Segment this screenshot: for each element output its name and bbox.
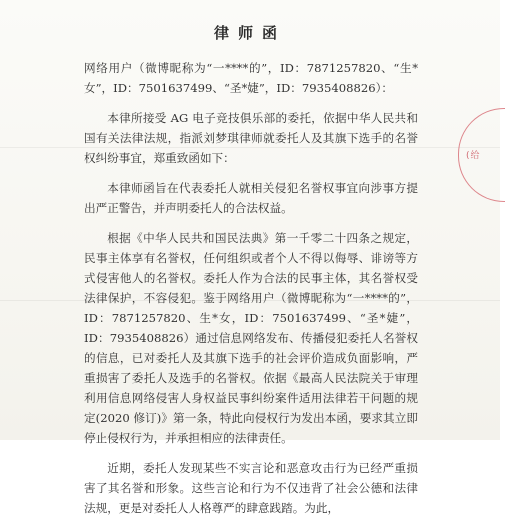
intro-paragraph: 本律所接受 AG 电子竞技俱乐部的委托，依据中华人民共和国有关法律法规，指派刘梦琪律师就委托人及其旗下选手的名誉权纠纷事宜，郑重致函如下： xyxy=(84,111,418,165)
purpose-paragraph: 本律师函旨在代表委托人就相关侵犯名誉权事宜向涉事方提出严正警告，并声明委托人的合法权益。 xyxy=(84,181,418,215)
legal-basis-paragraph: 根据《中华人民共和国民法典》第一千零二十四条之规定，民事主体享有名誉权，任何组织或者个人不得以侮辱、诽谤等方式侵害他人的名誉权。委托人作为合法的民事主体，其名誉权受法律保护，不容侵犯。鉴于网络用户（微博昵称为“一****的”，ID：7871257820、生*女，ID：7501637499、“圣*婕”，ID：7935408826）通过信息网络发布、传播侵犯委托人名誉权的信息，已对委托人及其旗下选手的社会评价造成负面影响，严重损害了委托人及选手的名誉权。依据《最高人民法院关于审理利用信息网络侵害人身权益民事纠纷案件适用法律若干问题的规定(2020 修订)》第一条，特此向侵权行为发出本函，要求其立即停止侵权行为，并承担相应的法律责任。 xyxy=(84,231,418,445)
addressee-paragraph: 网络用户（微博昵称为“一****的”，ID：7871257820、“生*女”，ID：7501637499、“圣*婕”，ID：7935408826）： xyxy=(84,61,418,95)
letter-title: 律师函 xyxy=(213,24,286,42)
stamp-text: (给 xyxy=(466,151,481,161)
recent-events-paragraph: 近期，委托人发现某些不实言论和恶意攻击行为已经严重损害了其名誉和形象。这些言论和行为不仅违背了社会公德和法律法规，更是对委托人人格尊严的肆意践踏。为此， xyxy=(84,461,418,515)
letter-body xyxy=(84,58,418,528)
